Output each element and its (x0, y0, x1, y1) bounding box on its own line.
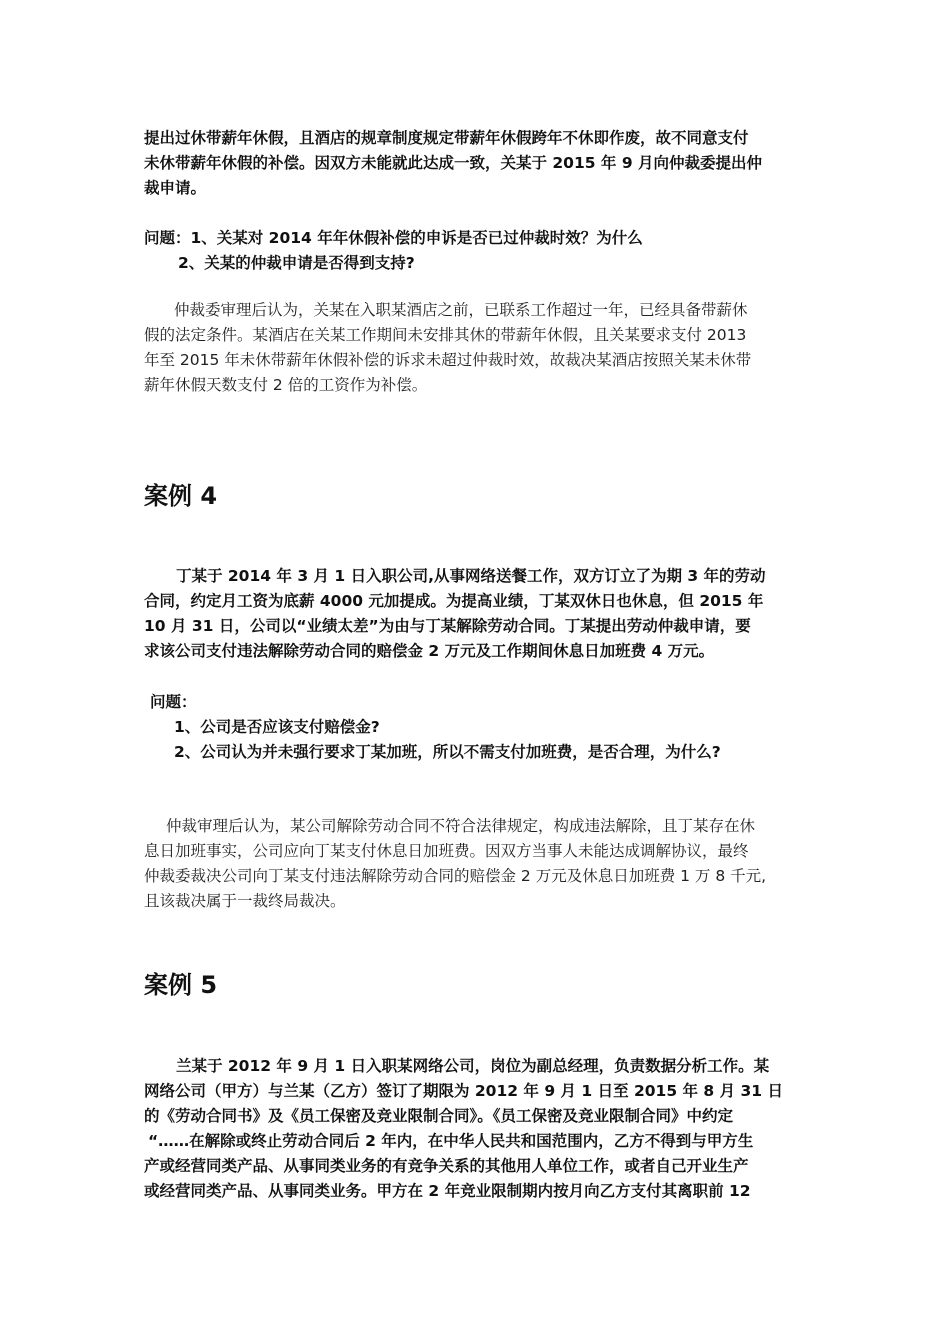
case4-heading: 案例 4 (144, 482, 218, 510)
text-line: 假的法定条件。某酒店在关某工作期间未安排其休的带薪年休假，且关某要求支付 2013 (144, 326, 747, 344)
text-line: 仲裁委裁决公司向丁某支付违法解除劳动合同的赔偿金 2 万元及休息日加班费 1 万 8 千元, (144, 867, 767, 885)
text-line: 合同，约定月工资为底薪 4000 元加提成。为提高业绩，丁某双休日也休息，但 2015 年 (144, 592, 764, 610)
text-line: 仲裁审理后认为，某公司解除劳动合同不符合法律规定，构成违法解除，且丁某存在休 (166, 817, 756, 835)
question-1: 问题：1、关某对 2014 年年休假补偿的申诉是否已过仲裁时效？为什么 (144, 229, 643, 247)
case4-questions (144, 690, 816, 765)
text-line: 求该公司支付违法解除劳动合同的赔偿金 2 万元及工作期间休息日加班费 4 万元。 (144, 642, 715, 660)
text-line: “……在解除或终止劳动合同后 2 年内，在中华人民共和国范围内，乙方不得到与甲方生 (148, 1132, 754, 1150)
text-line: 10 月 31 日，公司以“业绩太差”为由与丁某解除劳动合同。丁某提出劳动仲裁申请，要 (144, 617, 751, 635)
question-1: 1、公司是否应该支付赔偿金? (174, 718, 380, 736)
text-line: 的《劳动合同书》及《员工保密及竞业限制合同》。《员工保密及竞业限制合同》中约定 (144, 1107, 734, 1125)
text-line: 裁申请。 (144, 179, 207, 197)
question-2: 2、关某的仲裁申请是否得到支持? (178, 254, 415, 272)
text-line: 薪年休假天数支付 2 倍的工资作为补偿。 (144, 376, 428, 394)
text-line: 年至 2015 年未休带薪年休假补偿的诉求未超过仲裁时效，故裁决某酒店按照关某未休带 (144, 351, 752, 369)
text-line: 且该裁决属于一裁终局裁决。 (144, 892, 346, 910)
questions-label: 问题： (150, 693, 197, 711)
text-line: 兰某于 2012 年 9 月 1 日入职某网络公司，岗位为副总经理，负责数据分析工作。某 (176, 1057, 770, 1075)
text-line: 网络公司（甲方）与兰某（乙方）签订了期限为 2012 年 9 月 1 日至 2015 年 8 月 31 日 (144, 1082, 783, 1100)
text-line: 未休带薪年休假的补偿。因双方未能就此达成一致，关某于 2015 年 9 月向仲裁委提出仲 (144, 154, 763, 172)
case5-heading: 案例 5 (144, 971, 218, 999)
question-2: 2、公司认为并未强行要求丁某加班，所以不需支付加班费，是否合理，为什么? (174, 743, 721, 761)
text-line: 丁某于 2014 年 3 月 1 日入职公司,从事网络送餐工作，双方订立了为期 3 年的劳动 (176, 567, 766, 585)
case3-questions (144, 226, 816, 276)
case5-facts (144, 1054, 816, 1204)
text-line: 或经营同类产品、从事同类业务。甲方在 2 年竞业限制期内按月向乙方支付其离职前 12 (144, 1182, 751, 1200)
text-line: 提出过休带薪年休假，且酒店的规章制度规定带薪年休假跨年不休即作废，故不同意支付 (144, 129, 749, 147)
case3-facts-continuation (144, 126, 816, 201)
text-line: 息日加班事实，公司应向丁某支付休息日加班费。因双方当事人未能达成调解协议，最终 (144, 842, 749, 860)
text-line: 仲裁委审理后认为，关某在入职某酒店之前，已联系工作超过一年，已经具备带薪休 (174, 301, 748, 319)
case3-ruling (144, 298, 816, 398)
text-line: 产或经营同类产品、从事同类业务的有竞争关系的其他用人单位工作，或者自己开业生产 (144, 1157, 749, 1175)
case4-facts (144, 564, 816, 664)
case4-ruling (144, 814, 816, 914)
